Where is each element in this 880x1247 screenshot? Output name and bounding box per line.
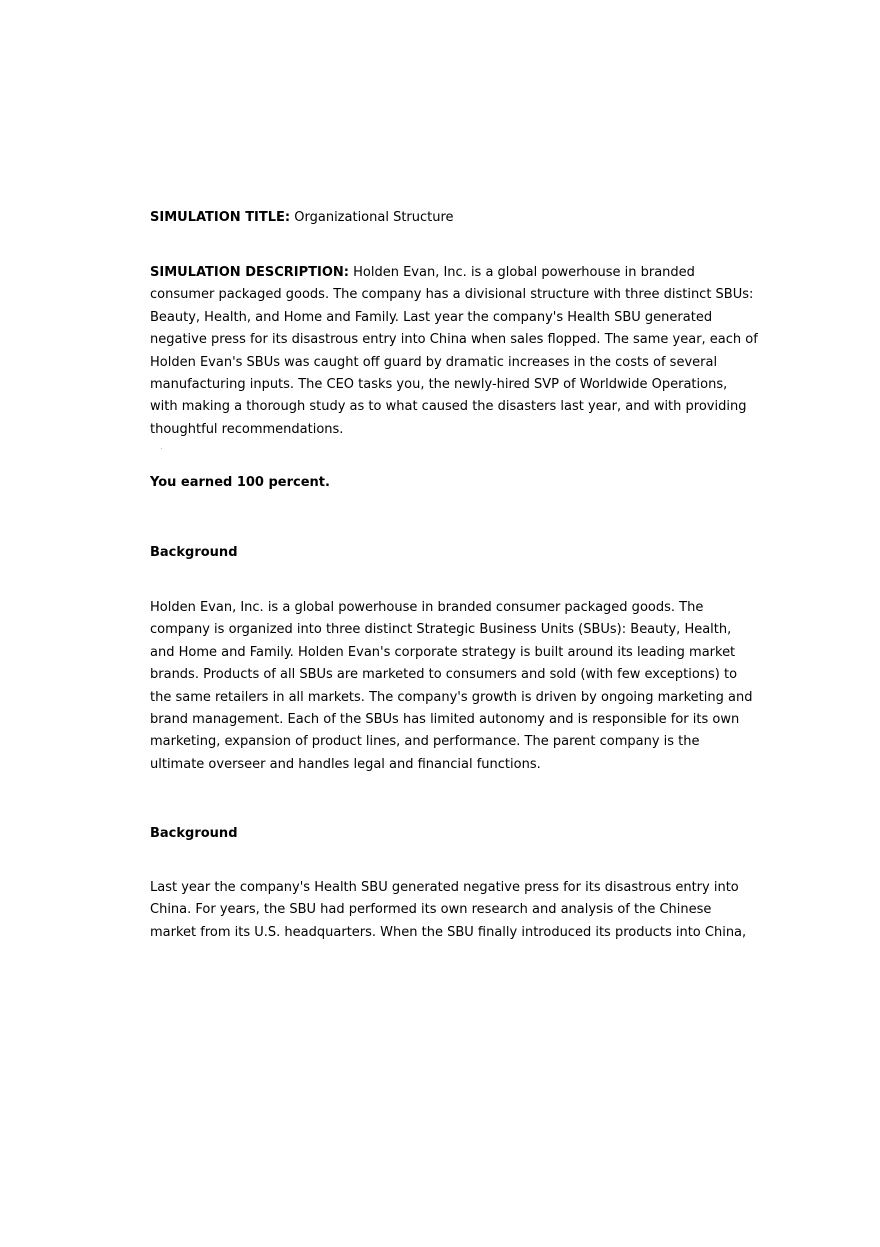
paragraph-line: company is organized into three distinct Strategic Business Units (SBUs): Beauty, Health, [150,622,732,638]
simulation-description-label: SIMULATION DESCRIPTION: [150,265,349,280]
paragraph-line: brand management. Each of the SBUs has limited autonomy and is responsible for its own [150,712,740,728]
description-line: thoughtful recommendations. [150,421,344,437]
paragraph-line: marketing, expansion of product lines, and performance. The parent company is the [150,734,700,750]
simulation-title-value: Organizational Structure [290,210,454,225]
section-heading [150,823,238,845]
paragraph-line: brands. Products of all SBUs are marketed to consumers and sold (with few exceptions) to [150,667,738,683]
paragraph-line: the same retailers in all markets. The company's growth is driven by ongoing marketing and [150,689,753,705]
paragraph-line: China. For years, the SBU had performed its own research and analysis of the Chinese [150,902,712,918]
paragraph-line: and Home and Family. Holden Evan's corporate strategy is built around its leading market [150,644,736,660]
description-line: Beauty, Health, and Home and Family. Last year the company's Health SBU generated [150,309,713,325]
simulation-title-label: SIMULATION TITLE: [150,210,291,225]
stray-mark [161,448,162,449]
simulation-description [150,262,758,441]
score-line [150,472,330,494]
paragraph-line: Last year the company's Health SBU generated negative press for its disastrous entry into [150,880,739,895]
description-line [150,262,758,284]
description-line: consumer packaged goods. The company has a divisional structure with three distinct SBUs: [150,287,754,303]
score-text: You earned 100 percent. [150,475,330,490]
description-line: manufacturing inputs. The CEO tasks you, the newly-hired SVP of Worldwide Operations, [150,377,728,393]
section-heading [150,542,238,564]
section-heading-text: Background [150,826,238,841]
description-line: negative press for its disastrous entry into China when sales flopped. The same year, each of [150,332,758,348]
simulation-title [150,207,454,229]
simulation-title-line [150,207,454,229]
description-line: Holden Evan's SBUs was caught off guard by dramatic increases in the costs of several [150,354,718,370]
paragraph-line: Holden Evan, Inc. is a global powerhouse in branded consumer packaged goods. The [150,600,704,615]
paragraph-line: ultimate overseer and handles legal and financial functions. [150,756,541,772]
section-body [150,877,746,944]
section-body [150,597,752,776]
section-heading-text: Background [150,545,238,560]
description-line: with making a thorough study as to what caused the disasters last year, and with providing [150,399,747,415]
paragraph-line: market from its U.S. headquarters. When the SBU finally introduced its products into China, [150,924,747,940]
description-text: Holden Evan, Inc. is a global powerhouse in branded [348,265,695,280]
